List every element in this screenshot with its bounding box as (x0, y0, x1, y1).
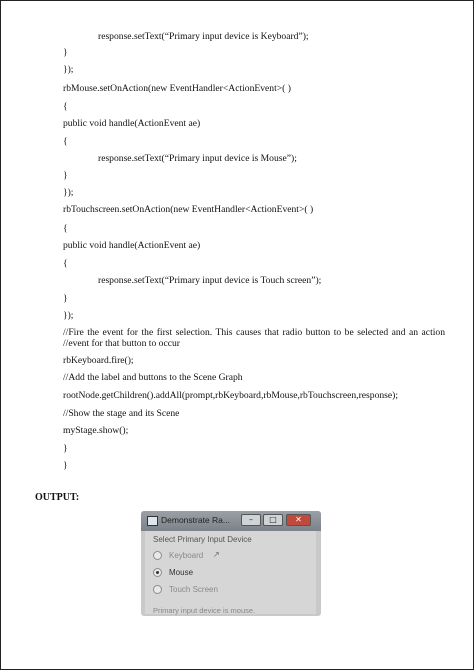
code-line: } (63, 293, 68, 304)
code-line: { (63, 223, 68, 234)
mouse-cursor-icon: ↗ (213, 550, 220, 559)
window-content (145, 531, 316, 614)
code-line: public void handle(ActionEvent ae) (63, 118, 201, 129)
response-label: Primary input device is mouse. (153, 606, 256, 615)
radio-label-mouse: Mouse (169, 568, 194, 577)
code-line: { (63, 101, 68, 112)
output-screenshot (141, 511, 321, 616)
radio-selected-icon[interactable] (153, 568, 162, 577)
code-line: }); (63, 187, 74, 198)
window-titlebar (141, 511, 321, 531)
output-heading: OUTPUT: (35, 492, 80, 503)
code-line: } (63, 170, 68, 181)
code-line: }); (63, 310, 74, 321)
code-line: { (63, 136, 68, 147)
radio-circle-icon[interactable] (153, 551, 162, 560)
maximize-icon[interactable]: □ (263, 514, 283, 526)
code-line: response.setText(“Primary input device is Mouse”); (98, 153, 297, 164)
code-comment: //Show the stage and its Scene (63, 408, 180, 419)
code-comment: //Add the label and buttons to the Scene Graph (63, 372, 243, 383)
window-title: Demonstrate Ra... (161, 515, 230, 525)
close-icon[interactable]: ✕ (286, 514, 311, 526)
radio-label-touch-screen: Touch Screen (169, 585, 218, 594)
app-window-icon (147, 516, 158, 526)
code-line: { (63, 258, 68, 269)
code-line: } (63, 443, 68, 454)
code-line: rbKeyboard.fire(); (63, 355, 134, 366)
code-line: public void handle(ActionEvent ae) (63, 240, 201, 251)
radio-circle-icon[interactable] (153, 585, 162, 594)
code-line: } (63, 47, 68, 58)
code-line: response.setText(“Primary input device is Keyboard”); (98, 31, 309, 42)
minimize-icon[interactable]: – (241, 514, 261, 526)
prompt-label: Select Primary Input Device (153, 535, 252, 544)
code-line: }); (63, 64, 74, 75)
code-line: myStage.show(); (63, 425, 129, 436)
code-comment: //Fire the event for the first selection. This causes that radio button to be selected and an action //event for that button to occur (63, 327, 445, 349)
radio-label-keyboard: Keyboard (169, 551, 204, 560)
code-line: response.setText(“Primary input device is Touch screen”); (98, 275, 322, 286)
code-line: rootNode.getChildren().addAll(prompt,rbKeyboard,rbMouse,rbTouchscreen,response); (63, 390, 399, 401)
code-line: rbMouse.setOnAction(new EventHandler<ActionEvent>( ) (63, 83, 291, 94)
code-line: } (63, 460, 68, 471)
code-line: rbTouchscreen.setOnAction(new EventHandler<ActionEvent>( ) (63, 204, 314, 215)
